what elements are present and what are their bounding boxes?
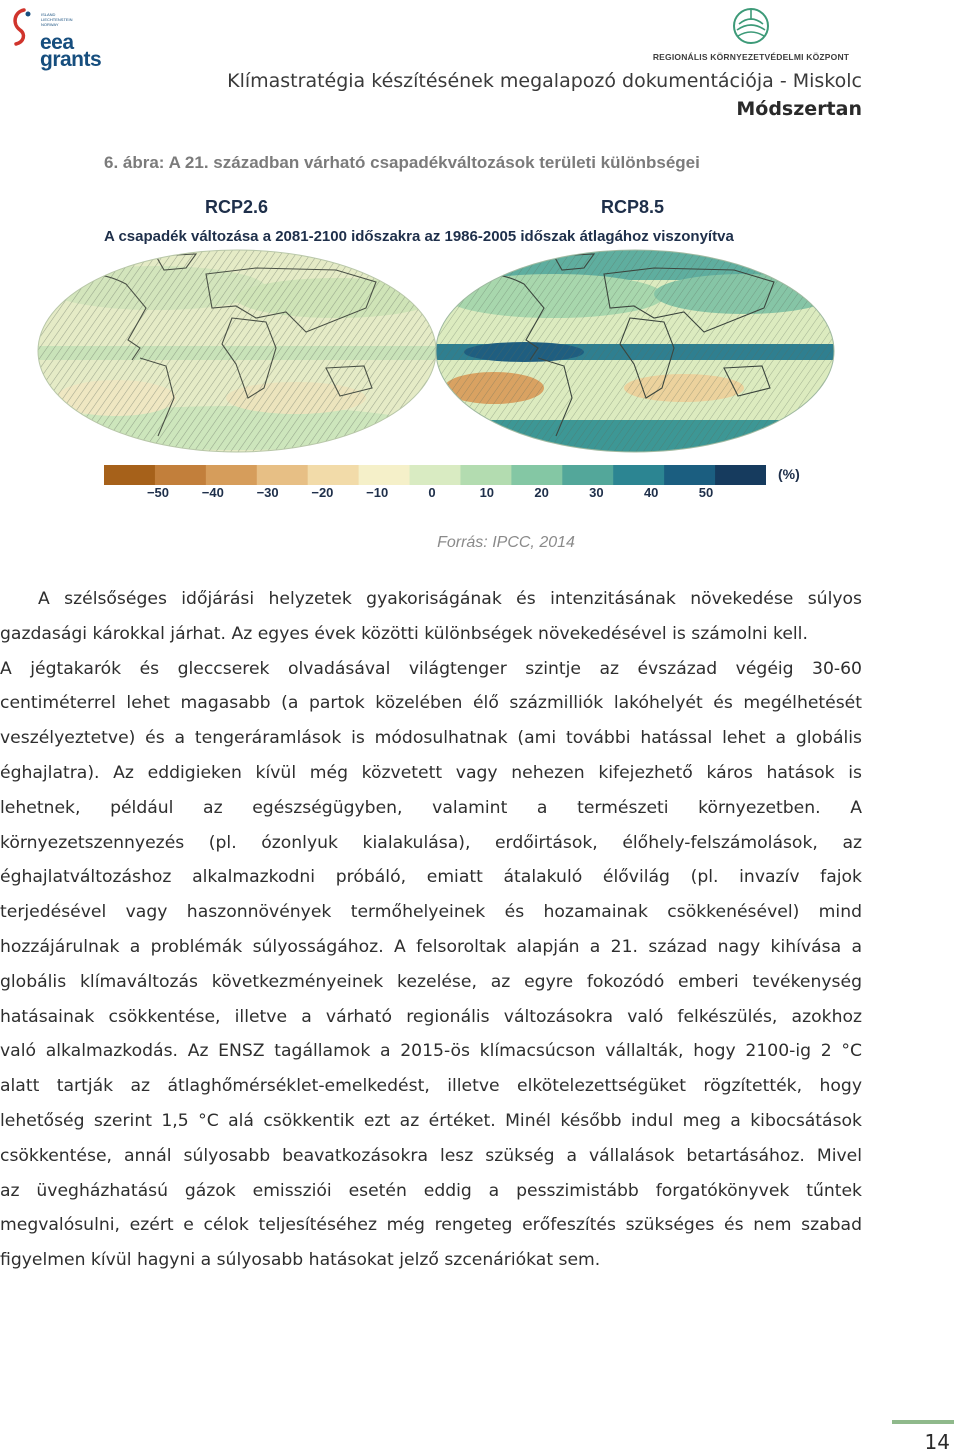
rkk-logo (640, 6, 862, 64)
colorbar-tick-label: −50 (146, 485, 170, 500)
colorbar-swatch (511, 465, 563, 485)
colorbar-tick-label: 0 (428, 485, 436, 500)
paragraph-line: hozzájárulnak a problémák súlyosságához. A felsoroltak alapján a 21. század nagy kihívása a (0, 936, 862, 957)
paragraph-line: lehetőség szerint 1,5 °C alá csökkentik ezt az értéket. Minél később indul meg a kibocsátások (0, 1110, 862, 1131)
paragraph-line: centiméterrel lehet magasabb (a partok közelében élő százmilliók lakóhelyét és megélhetését (0, 693, 862, 714)
colorbar-tick-label: 20 (534, 485, 549, 500)
page-number-rule (892, 1420, 954, 1424)
paragraph-line: megvalósulni, ezért e célok teljesítéséhez még rengeteg erőfeszítés szükséges és nem szabad (0, 1215, 862, 1236)
paragraph-line: gazdasági károkkal járhat. Az egyes évek közötti különbségek növekedésével is számolni kell. (0, 623, 808, 644)
paragraph-line: éghajlatra). Az eddigieken kívül még közvetett vagy nehezen kifejezhető káros hatások is (0, 762, 862, 783)
colorbar-swatch (206, 465, 258, 485)
scenario-right-label: RCP8.5 (601, 197, 665, 217)
colorbar-swatch (359, 465, 411, 485)
grants-word: grants (40, 48, 102, 71)
eea-swirl-icon (8, 6, 42, 66)
colorbar-tick-label: −30 (256, 485, 279, 500)
eea-wordmark (40, 31, 102, 71)
paragraph-line: terjedésével vagy haszonnövények termőhelyeinek és hozamainak csökkenésével) mind (0, 902, 862, 923)
colorbar-tick-label: −40 (201, 485, 224, 500)
colorbar-swatch (715, 465, 766, 485)
colorbar-tick-label: −20 (311, 485, 334, 500)
paragraph-line: alatt tartják az átlaghőmérséklet-emelkedést, illetve elkötelezettségüket rögzítették, hogy (0, 1076, 862, 1097)
scenario-left-label: RCP2.6 (205, 197, 269, 217)
paragraph-line: globális klímaváltozás következményeinek kezelése, az egyre fokozódó emberi tevékenység (0, 971, 862, 992)
paragraph-line: veszélyeztetve) és a tengeráramlások is módosulhatnak (ami további hatással lehet a globális (0, 728, 862, 749)
colorbar-tick-label: 40 (643, 485, 659, 500)
paragraph-line: éghajlatváltozáshoz alkalmazkodni próbáló, emiatt átalakuló élővilág (pl. invazív fajok (0, 867, 862, 888)
header-subtitle: Módszertan (736, 98, 862, 120)
colorbar-unit: (%) (778, 466, 800, 482)
paragraph-line: az üvegházhatású gázok emissziói esetén eddig a pesszimistább forgatókönyvek tűntek (0, 1180, 862, 1201)
colorbar-swatch (104, 465, 156, 485)
paragraph-line: figyelmen kívül hagyni a súlyosabb hatásokat jelző szcenáriókat sem. (0, 1250, 601, 1271)
colorbar-swatch (460, 465, 512, 485)
body-paragraph (0, 582, 862, 1278)
eea-word: eea (40, 31, 74, 54)
eea-small-text: ISLAND LIECHTENSTEIN NORWAY (41, 12, 73, 27)
colorbar-tick-label: 30 (589, 485, 604, 500)
colorbar-swatch (664, 465, 716, 485)
figure-source: Forrás: IPCC, 2014 (437, 534, 575, 551)
colorbar-tick-label: 10 (479, 485, 495, 500)
header-title: Klímastratégia készítésének megalapozó dokumentációja - Miskolc (227, 70, 862, 92)
colorbar-swatch (257, 465, 309, 485)
colorbar-swatch (613, 465, 665, 485)
rkk-emblem-icon (731, 6, 771, 48)
paragraph-line: A szélsőséges időjárási helyzetek gyakoriságának és intenzitásának növekedése súlyos (38, 589, 862, 609)
colorbar-swatch (562, 465, 614, 485)
colorbar-swatch (308, 465, 360, 485)
paragraph-line: való alkalmazkodás. Az ENSZ tagállamok a 2015-ös klímacsúcson vállalták, hogy 2100-ig 2 °C (0, 1041, 862, 1062)
paragraph-line: lehetnek, például az egészségügyben, valamint a természeti környezetben. A (0, 797, 862, 818)
eea-grants-logo (8, 6, 108, 71)
figure-caption: 6. ábra: A 21. században várható csapadékváltozások területi különbségei (104, 153, 700, 172)
rkk-name: REGIONÁLIS KÖRNYEZETVÉDELMI KÖZPONT (652, 52, 850, 62)
paragraph-line: hatásainak csökkentése, illetve a várható regionális változásokra való felkészülés, azokhoz (0, 1006, 862, 1027)
map-subtitle: A csapadék változása a 2081-2100 időszakra az 1986-2005 időszak átlagához viszonyítva (104, 228, 734, 245)
map-rcp85 (434, 248, 836, 454)
paragraph-line: A jégtakarók és gleccserek olvadásával világtenger szintje az évszázad végéig 30-60 (0, 658, 862, 679)
colorbar (104, 465, 766, 485)
colorbar-tick-label: 50 (698, 485, 714, 500)
map-rcp26 (36, 248, 438, 454)
colorbar-tick-label: −10 (366, 485, 389, 500)
paragraph-line: csökkentése, annál súlyosabb beavatkozásokra lesz szükség a vállalások betartásához. Mivel (0, 1145, 862, 1166)
paragraph-line: környezetszennyezés (pl. ózonlyuk kialakulása), erdőirtások, élőhely-felszámolások, az (0, 832, 862, 853)
colorbar-swatch (410, 465, 462, 485)
colorbar-swatch (155, 465, 207, 485)
page-number: 14 (924, 1430, 950, 1454)
